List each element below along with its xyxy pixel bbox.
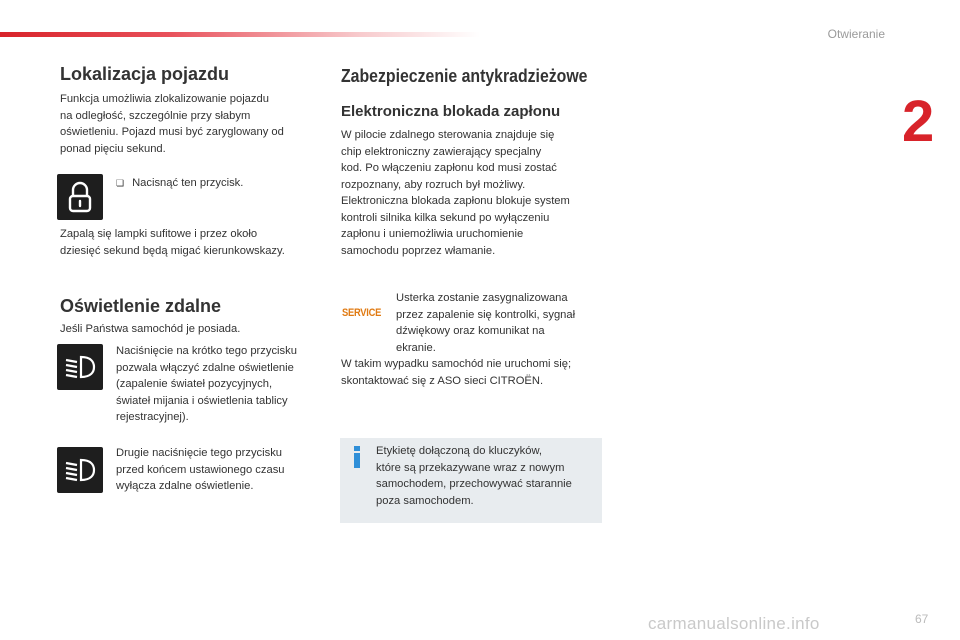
info-icon xyxy=(350,446,364,468)
lock-button-image xyxy=(57,174,103,220)
remote-lighting-intro: Jeśli Państwa samochód je posiada. xyxy=(60,323,241,335)
info-note-text: Etykietę dołączoną do kluczyków, które są przekazywane wraz z nowym samochodem, przechowywać starannie poza samochodem. xyxy=(376,445,572,507)
headlamp-button-image-1 xyxy=(57,344,103,390)
headlamp-button-image-2 xyxy=(57,447,103,493)
low-beam-headlamp-icon xyxy=(57,447,103,493)
section-title-anti-theft: Zabezpieczenie antykradzieżowe xyxy=(341,66,588,86)
low-beam-headlamp-icon xyxy=(57,344,103,390)
service-fault-text: Usterka zostanie zasygnalizowana przez zapalenie się kontrolki, sygnał dźwiękowy oraz komunikat na ekranie. xyxy=(396,292,576,354)
watermark: carmanualsonline.info xyxy=(648,614,820,633)
service-fault-action: W takim wypadku samochód nie uruchomi się; skontaktować się z ASO sieci CITROËN. xyxy=(341,358,572,387)
remote-lighting-item-1: Naciśnięcie na krótko tego przycisku pozwala włączyć zdalne oświetlenie (zapalenie świateł pozycyjnych, świateł mijania i oświetlenia tablicy rejestracyjnej). xyxy=(116,345,297,423)
chapter-title: Otwieranie xyxy=(827,27,885,41)
padlock-icon xyxy=(57,174,103,220)
header-accent-bar xyxy=(0,32,480,37)
vehicle-location-result: Zapalą się lampki sufitowe i przez około dziesięć sekund będą migać kierunkowskazy. xyxy=(60,228,285,257)
bullet-square-icon: ❏ xyxy=(116,178,125,188)
chapter-number: 2 xyxy=(902,89,935,154)
vehicle-location-intro: Funkcja umożliwia zlokalizowanie pojazdu na odległość, szczególnie przy słabym oświetleniu. Pojazd musi być zaryglowany od ponad pięciu sekund. xyxy=(60,93,284,155)
section-title-remote-lighting: Oświetlenie zdalne xyxy=(60,296,222,316)
page-number: 67 xyxy=(915,612,929,626)
immobiliser-description: W pilocie zdalnego sterowania znajduje się chip elektroniczny zawierający specjalny kod. Po włączeniu zapłonu kod musi zostać rozpoznany, aby rozruch był możliwy. Elektroniczna blokada zapłonu blokuje system kontroli silnika kilka sekund po wyłączeniu zapłonu i uniemożliwia uruchomienie samochodu poprzez włamanie. xyxy=(341,129,570,257)
lock-button-bullet: ❏ Nacisnąć ten przycisk. xyxy=(116,177,244,189)
subsection-title-immobiliser: Elektroniczna blokada zapłonu xyxy=(341,103,561,120)
service-warning-light: SERVICE xyxy=(342,307,382,319)
section-title-vehicle-location: Lokalizacja pojazdu xyxy=(60,64,230,84)
remote-lighting-item-2: Drugie naciśnięcie tego przycisku przed końcem ustawionego czasu wyłącza zdalne oświetlenie. xyxy=(116,447,285,492)
